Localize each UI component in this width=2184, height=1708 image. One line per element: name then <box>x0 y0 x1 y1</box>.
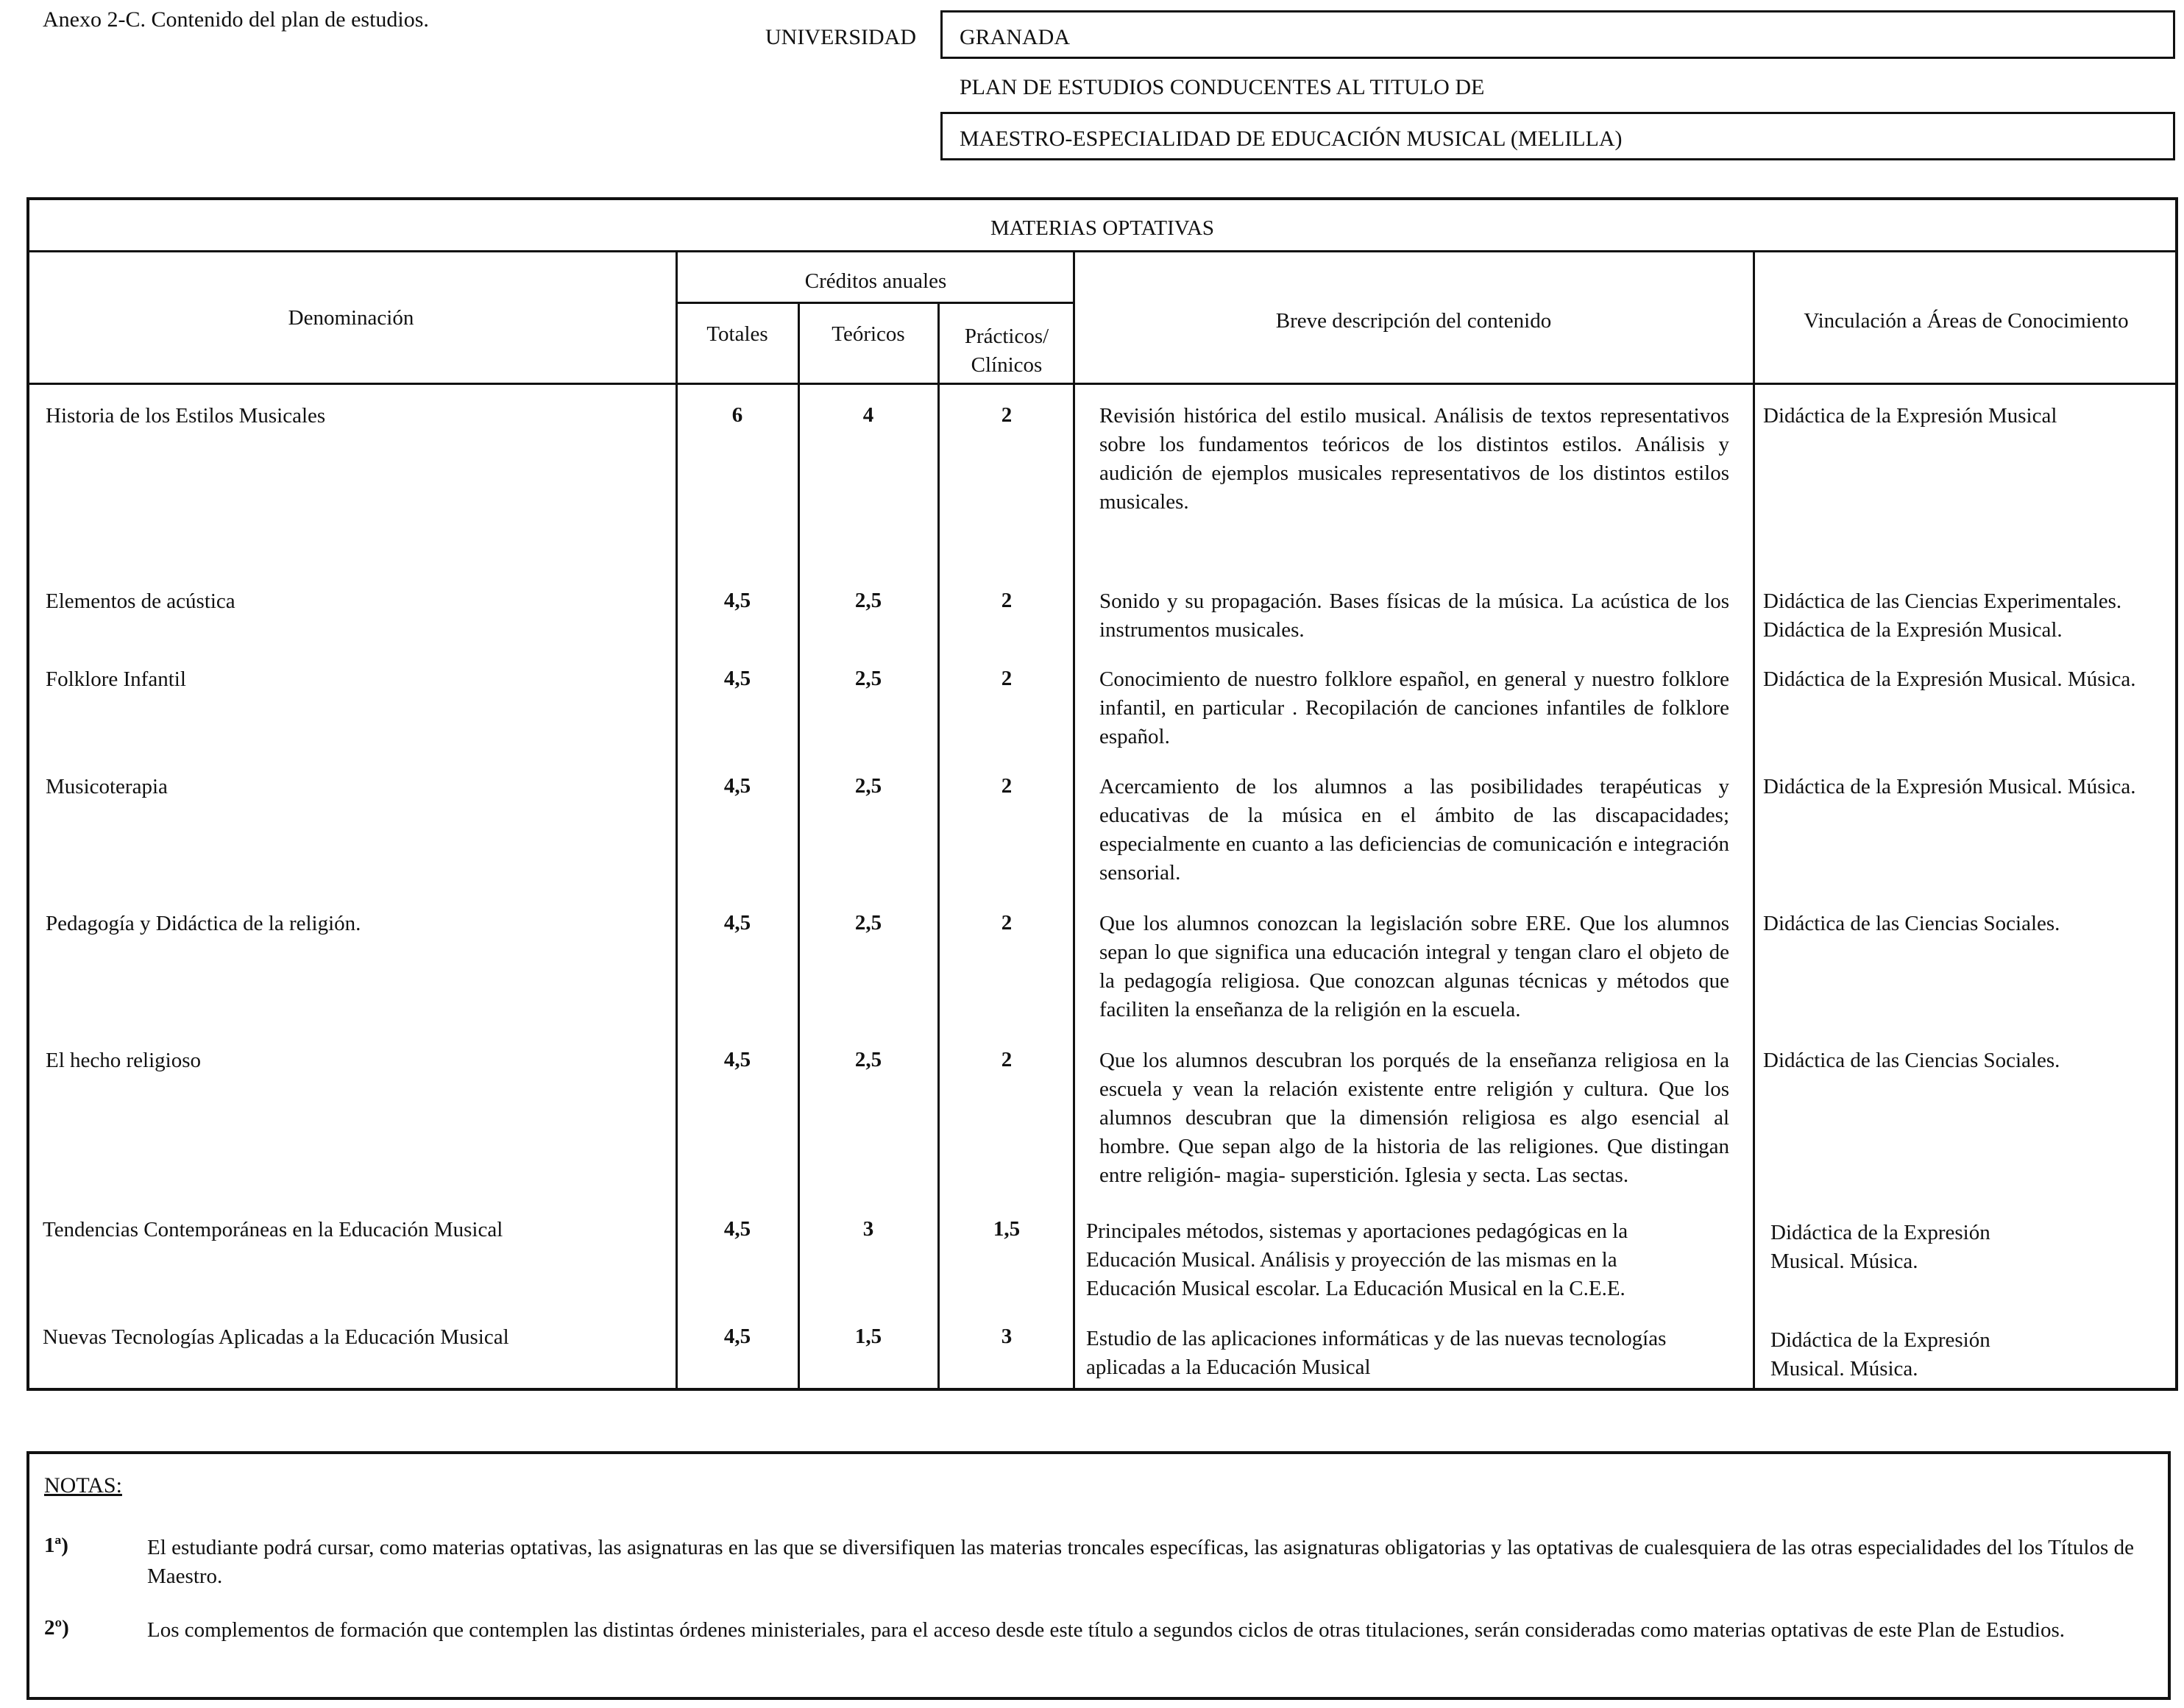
row-areas: Didáctica de las Ciencias Experimentales. Didáctica de la Expresión Musical. <box>1763 589 2122 642</box>
row-totales: 4,5 <box>723 589 751 612</box>
row-practicos: 2 <box>1001 911 1013 935</box>
row-name: Folklore Infantil <box>46 667 186 691</box>
row-teoricos: 2,5 <box>854 667 882 690</box>
row-description: Acercamiento de los alumnos a las posibilidades terapéuticas y educativas de la música en el ámbito de las discapacidades; especialmente en cuanto a las deficiencias de comunicación e integración sensorial. <box>1099 775 1729 885</box>
row-name: Historia de los Estilos Musicales <box>46 404 326 428</box>
row-totales: 4,5 <box>723 1217 751 1241</box>
row-areas: Didáctica de la Expresión Musical. Música. <box>1763 667 2136 691</box>
header-totales: Totales <box>706 322 768 346</box>
note-text: Los complementos de formación que contemplen las distintas órdenes ministeriales, para el acceso desde este título a segundos ciclos de otras titulaciones, serán consideradas como materias optativas de este Plan de Estudios. <box>147 1618 2066 1642</box>
university-box <box>940 10 2175 59</box>
row-teoricos: 2,5 <box>854 1048 882 1071</box>
row-areas: Didáctica de las Ciencias Sociales. <box>1763 1049 2060 1072</box>
row-practicos: 2 <box>1001 589 1013 612</box>
notes-title: NOTAS: <box>44 1473 122 1498</box>
header-teoricos: Teóricos <box>832 322 905 346</box>
row-totales: 4,5 <box>723 1048 751 1071</box>
annex-title: Anexo 2-C. Contenido del plan de estudios. <box>43 7 429 32</box>
header-practicos: Prácticos/ Clínicos <box>964 325 1049 377</box>
row-name: El hecho religioso <box>46 1049 202 1072</box>
note-text: El estudiante podrá cursar, como materias optativas, las asignaturas en las que se diversifiquen las materias troncales específicas, las asignaturas obligatorias y las optativas de cualesquiera de las otras especialidades del los Títulos de Maestro. <box>147 1536 2134 1588</box>
table-divider <box>26 383 2178 385</box>
row-teoricos: 1,5 <box>854 1325 882 1348</box>
row-totales: 4,5 <box>723 1325 751 1348</box>
row-areas: Didáctica de la Expresión Musical <box>1763 404 2057 428</box>
row-practicos: 2 <box>1001 774 1013 798</box>
row-description: Que los alumnos conozcan la legislación sobre ERE. Que los alumnos sepan lo que significa una educación integral y tengan claro el objeto de la pedagogía religiosa. Que conozcan algunas técnicas y métodos que faciliten la enseñanza de la religión en la escuela. <box>1099 912 1729 1021</box>
plan-label: PLAN DE ESTUDIOS CONDUCENTES AL TITULO DE <box>960 75 1485 99</box>
row-name: Tendencias Contemporáneas en la Educación Musical <box>43 1218 503 1241</box>
row-areas: Didáctica de la Expresión Musical. Música. <box>1770 1328 1990 1381</box>
note-number: 1ª) <box>44 1534 68 1557</box>
row-areas: Didáctica de la Expresión Musical. Música. <box>1763 775 2136 798</box>
note-number: 2º) <box>44 1616 69 1640</box>
row-practicos: 1,5 <box>993 1217 1021 1241</box>
row-areas: Didáctica de las Ciencias Sociales. <box>1763 912 2060 935</box>
row-description: Estudio de las aplicaciones informáticas y de las nuevas tecnologías aplicadas a la Educación Musical <box>1086 1327 1667 1379</box>
row-totales: 6 <box>731 403 743 427</box>
plan-title: MAESTRO-ESPECIALIDAD DE EDUCACIÓN MUSICAL (MELILLA) <box>960 127 1623 151</box>
row-description: Principales métodos, sistemas y aportaciones pedagógicas en la Educación Musical. Análisis y proyección de las mismas en la Educación Musical escolar. La Educación Musical en la C.E.E. <box>1086 1219 1628 1300</box>
row-totales: 4,5 <box>723 774 751 798</box>
row-practicos: 2 <box>1001 403 1013 427</box>
row-description: Que los alumnos descubran los porqués de la enseñanza religiosa en la escuela y vean la relación existente entre religión y cultura. Que los alumnos descubran que la dimensión religiosa es algo esencial al hombre. Que sepan algo de la historia de las religiones. Que distingan entre religión- magia- superstición. Iglesia y secta. Las sectas. <box>1099 1049 1729 1187</box>
header-creditos: Créditos anuales <box>804 269 947 293</box>
row-name: Pedagogía y Didáctica de la religión. <box>46 912 361 935</box>
row-teoricos: 2,5 <box>854 589 882 612</box>
row-teoricos: 4 <box>862 403 874 427</box>
row-practicos: 3 <box>1001 1325 1013 1348</box>
table-divider <box>677 302 1074 304</box>
row-teoricos: 2,5 <box>854 774 882 798</box>
row-teoricos: 3 <box>862 1217 874 1241</box>
table-divider <box>26 250 2178 252</box>
row-name: Nuevas Tecnologías Aplicadas a la Educación Musical <box>43 1325 509 1349</box>
header-vinculacion: Vinculación a Áreas de Conocimiento <box>1804 309 2129 333</box>
header-descripcion: Breve descripción del contenido <box>1275 309 1552 333</box>
row-description: Sonido y su propagación. Bases físicas de la música. La acústica de los instrumentos musicales. <box>1099 589 1729 642</box>
row-teoricos: 2,5 <box>854 911 882 935</box>
row-totales: 4,5 <box>723 667 751 690</box>
row-practicos: 2 <box>1001 1048 1013 1071</box>
university-label: UNIVERSIDAD <box>765 25 916 49</box>
header-denominacion: Denominación <box>288 306 414 330</box>
table-caption: MATERIAS OPTATIVAS <box>990 216 1215 240</box>
university-value: GRANADA <box>960 25 1070 49</box>
row-description: Conocimiento de nuestro folklore español, en general y nuestro folklore infantil, en particular . Recopilación de canciones infantiles de folklore español. <box>1099 667 1729 748</box>
row-areas: Didáctica de la Expresión Musical. Música. <box>1770 1221 1990 1273</box>
table-divider <box>1753 250 1755 1391</box>
row-name: Musicoterapia <box>46 775 168 798</box>
row-description: Revisión histórica del estilo musical. Análisis de textos representativos sobre los fundamentos teóricos de los distintos estilos. Análisis y audición de ejemplos musicales representativos de los distintos estilos musicales. <box>1099 404 1729 514</box>
row-practicos: 2 <box>1001 667 1013 690</box>
row-name: Elementos de acústica <box>46 589 235 613</box>
row-totales: 4,5 <box>723 911 751 935</box>
